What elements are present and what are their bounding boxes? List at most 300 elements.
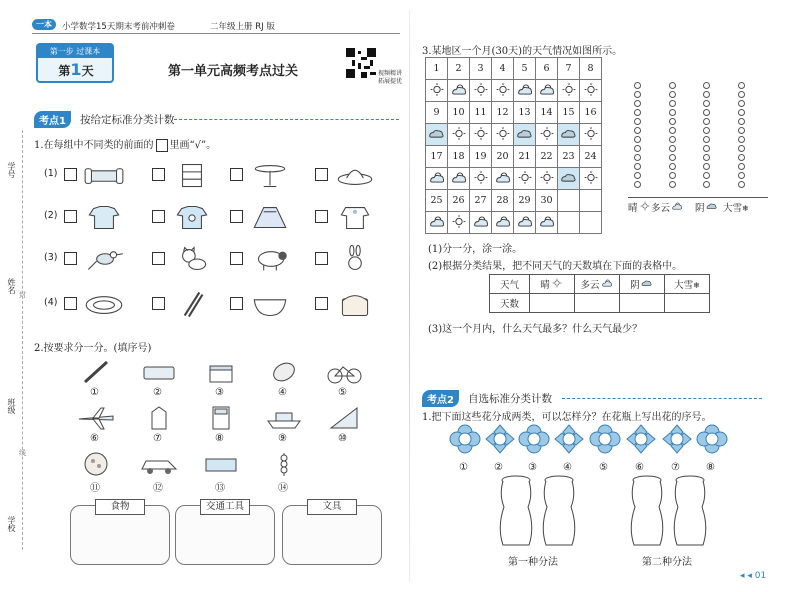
q1-answer-box[interactable] xyxy=(64,168,77,181)
count-input-cell[interactable] xyxy=(530,294,575,313)
category-sign: 交通工具 xyxy=(200,499,250,515)
grade-label: 二年级上册 RJ 版 xyxy=(210,22,275,32)
q1-answer-box[interactable] xyxy=(315,210,328,223)
flower-number: ⑤ xyxy=(599,462,608,473)
calendar-cell xyxy=(580,212,602,234)
eraser-icon xyxy=(200,450,242,478)
q1-row-number: (3) xyxy=(44,252,58,263)
calendar-cell: 18 xyxy=(448,146,470,168)
tally-circle[interactable] xyxy=(669,181,676,188)
header-rule xyxy=(32,33,400,34)
q2-item-number: ⑤ xyxy=(338,387,347,398)
tally-circle[interactable] xyxy=(703,181,710,188)
flower xyxy=(589,424,621,454)
table-header-text: 天气 xyxy=(499,280,519,291)
tally-circle[interactable] xyxy=(669,136,676,143)
calendar-cell xyxy=(492,80,514,102)
sun-weather-icon xyxy=(638,203,652,214)
tally-circle[interactable] xyxy=(669,145,676,152)
calendar-cell xyxy=(514,80,536,102)
tally-circle[interactable] xyxy=(738,154,745,161)
calendar-cell: 8 xyxy=(580,58,602,80)
cloud-weather-icon xyxy=(537,89,557,100)
tally-circle[interactable] xyxy=(738,109,745,116)
calendar-cell xyxy=(426,212,448,234)
sun-weather-icon xyxy=(471,177,491,188)
tally-circle[interactable] xyxy=(669,100,676,107)
calendar-cell: 7 xyxy=(558,58,580,80)
weather-calendar xyxy=(425,57,602,234)
plate-icon xyxy=(82,289,126,319)
q1-answer-box[interactable] xyxy=(230,168,243,181)
qr-caption-line1: 视频精讲 xyxy=(378,70,403,77)
q1-text-b: 里画“√”。 xyxy=(169,140,217,151)
header-bar xyxy=(32,19,402,33)
cat-icon xyxy=(170,244,214,274)
weather-count-table xyxy=(489,274,710,313)
flower xyxy=(625,424,657,454)
ship-icon xyxy=(263,404,305,432)
cloud-weather-icon xyxy=(449,177,469,188)
kd2-badge: 考点2 xyxy=(422,390,459,407)
side-label-line: 线 xyxy=(19,449,26,457)
calendar-cell xyxy=(536,80,558,102)
calendar-cell: 17 xyxy=(426,146,448,168)
sheep-icon xyxy=(248,244,292,274)
tally-circle[interactable] xyxy=(634,145,641,152)
flower-number: ⑦ xyxy=(671,462,680,473)
cloud-weather-icon xyxy=(471,221,491,232)
q1-answer-box[interactable] xyxy=(315,168,328,181)
overcast-weather-icon xyxy=(559,133,579,144)
tally-circle[interactable] xyxy=(703,100,710,107)
kd2-title: 自选标准分类计数 xyxy=(468,393,552,405)
calendar-cell xyxy=(426,80,448,102)
cloud-weather-icon xyxy=(493,177,513,188)
tshirt-rabbit-icon xyxy=(170,202,214,232)
calendar-cell xyxy=(492,124,514,146)
q1-answer-box[interactable] xyxy=(64,297,77,310)
chopsticks-icon xyxy=(170,289,214,319)
step-tag xyxy=(38,45,112,58)
overcast-weather-icon xyxy=(640,280,654,291)
tally-circle[interactable] xyxy=(738,82,745,89)
calendar-cell: 4 xyxy=(492,58,514,80)
tally-circle[interactable] xyxy=(703,154,710,161)
q2-item-number: ⑭ xyxy=(278,483,288,494)
calendar-cell: 6 xyxy=(536,58,558,80)
calendar-row xyxy=(426,146,602,168)
tally-circle[interactable] xyxy=(669,163,676,170)
page-number xyxy=(740,571,766,581)
calendar-cell: 28 xyxy=(492,190,514,212)
kd1-badge: 考点1 xyxy=(34,111,71,128)
cloud-weather-icon xyxy=(427,177,447,188)
calendar-cell xyxy=(558,80,580,102)
q2-item-number: ⑩ xyxy=(338,433,347,444)
cloud-weather-icon xyxy=(427,221,447,232)
table-header-text: 阴 xyxy=(630,280,640,291)
q1-sample-box xyxy=(156,139,168,152)
count-input-cell[interactable] xyxy=(665,294,710,313)
flower-number: ① xyxy=(459,462,468,473)
bird-icon xyxy=(82,244,126,274)
calendar-cell: 1 xyxy=(426,58,448,80)
flower-number: ③ xyxy=(528,462,537,473)
sun-weather-icon xyxy=(493,89,513,100)
calculator-icon xyxy=(200,404,242,432)
q1-answer-box[interactable] xyxy=(315,252,328,265)
tally-circle[interactable] xyxy=(669,91,676,98)
tally-circle[interactable] xyxy=(634,181,641,188)
calendar-cell xyxy=(470,168,492,190)
tally-circle[interactable] xyxy=(669,118,676,125)
tally-circle[interactable] xyxy=(738,172,745,179)
q1-row-number: (2) xyxy=(44,210,58,221)
flower-number: ⑧ xyxy=(706,462,715,473)
calendar-cell: 14 xyxy=(536,102,558,124)
tally-circle[interactable] xyxy=(634,154,641,161)
table-row-label: 天数 xyxy=(490,294,530,313)
q2-item-number: ⑫ xyxy=(153,483,163,494)
side-label-school: 学校 xyxy=(7,516,16,532)
calendar-cell: 25 xyxy=(426,190,448,212)
qr-code[interactable] xyxy=(346,48,376,78)
flower xyxy=(484,424,516,454)
series-logo: 一本 xyxy=(32,19,56,30)
cloud-weather-icon xyxy=(515,221,535,232)
tally-circle[interactable] xyxy=(669,127,676,134)
tally-circle[interactable] xyxy=(634,118,641,125)
vase[interactable] xyxy=(669,475,711,549)
tally-circle[interactable] xyxy=(738,118,745,125)
table-header-text: 大雪 xyxy=(674,280,694,291)
tally-baseline xyxy=(628,197,768,198)
calendar-cell: 23 xyxy=(558,146,580,168)
tally-label-text: 大雪 xyxy=(723,203,743,214)
q3-sub3: (3)这一个月内，什么天气最多？什么天气最少？ xyxy=(428,324,643,335)
q1-prompt xyxy=(34,136,216,152)
q2-item-number: ⑬ xyxy=(215,483,225,494)
calendar-cell: 12 xyxy=(492,102,514,124)
calendar-cell: 19 xyxy=(470,146,492,168)
flower-number: ⑥ xyxy=(635,462,644,473)
calendar-cell xyxy=(558,168,580,190)
flower xyxy=(696,424,728,454)
category-sign: 食物 xyxy=(95,499,145,515)
sun-weather-icon xyxy=(537,177,557,188)
tally-circle[interactable] xyxy=(703,91,710,98)
series-name: 小学数学15天期末考前冲刺卷 xyxy=(62,22,175,32)
snow-icon: ❄ xyxy=(742,204,749,213)
q3-sub1: (1)分一分，涂一涂。 xyxy=(428,244,523,255)
flower xyxy=(553,424,585,454)
vase-label-1: 第一种分法 xyxy=(508,557,558,568)
q2-item-number: ⑪ xyxy=(90,483,100,494)
tally-circle[interactable] xyxy=(634,82,641,89)
tally-circle[interactable] xyxy=(703,145,710,152)
q2-item-number: ⑨ xyxy=(278,433,287,444)
calendar-cell xyxy=(470,212,492,234)
q1-row-number: (1) xyxy=(44,168,58,179)
side-label-name: 姓名 xyxy=(7,278,16,294)
q2-item-number: ⑥ xyxy=(90,433,99,444)
tally-column[interactable] xyxy=(738,82,746,190)
calendar-cell xyxy=(470,80,492,102)
calendar-cell: 15 xyxy=(558,102,580,124)
kd1-heading xyxy=(34,110,402,126)
kd2-heading xyxy=(422,389,772,405)
table-header-cell xyxy=(530,275,575,294)
table-header-cell xyxy=(575,275,620,294)
tally-label xyxy=(651,200,684,214)
calendar-cell xyxy=(536,124,558,146)
tally-column[interactable] xyxy=(703,82,711,190)
tally-circle[interactable] xyxy=(738,127,745,134)
day-suffix: 天 xyxy=(81,64,94,78)
overcast-weather-icon xyxy=(705,203,719,214)
sun-weather-icon xyxy=(449,221,469,232)
calendar-cell xyxy=(448,124,470,146)
page-arrows: ◂ ◂ xyxy=(740,571,755,581)
sun-weather-icon xyxy=(581,89,601,100)
table-header-text: 多云 xyxy=(580,280,600,291)
bicycle-icon xyxy=(323,358,365,386)
tally-circle[interactable] xyxy=(669,109,676,116)
calendar-cell xyxy=(580,80,602,102)
calendar-cell xyxy=(448,80,470,102)
side-label-student-no: 学号 xyxy=(7,162,16,178)
tally-circle[interactable] xyxy=(669,82,676,89)
sun-weather-icon xyxy=(550,280,564,291)
tally-circle[interactable] xyxy=(703,136,710,143)
calendar-cell: 2 xyxy=(448,58,470,80)
day-block xyxy=(36,43,114,83)
calendar-cell xyxy=(514,212,536,234)
tally-circle[interactable] xyxy=(738,100,745,107)
skirt-icon xyxy=(248,202,292,232)
kd1-title: 按给定标准分类计数 xyxy=(80,114,175,126)
calendar-cell: 30 xyxy=(536,190,558,212)
skewer-icon xyxy=(263,450,305,478)
tally-label xyxy=(695,200,719,214)
q2-item-number: ⑦ xyxy=(153,433,162,444)
count-input-cell[interactable] xyxy=(620,294,665,313)
calendar-row xyxy=(426,58,602,80)
flower xyxy=(449,424,481,454)
q2-item-number: ② xyxy=(153,387,162,398)
tally-label-text: 多云 xyxy=(651,203,671,214)
snow-icon: ❄ xyxy=(693,281,700,290)
calendar-cell: 26 xyxy=(448,190,470,212)
cloud-weather-icon xyxy=(493,221,513,232)
step-label: 第一步 xyxy=(49,47,74,56)
q1-answer-box[interactable] xyxy=(64,210,77,223)
vase[interactable] xyxy=(495,475,537,549)
count-input-cell[interactable] xyxy=(575,294,620,313)
table-header-text: 晴 xyxy=(540,280,550,291)
calendar-cell xyxy=(536,168,558,190)
bread-icon xyxy=(333,289,377,319)
tally-circle[interactable] xyxy=(738,163,745,170)
tally-circle[interactable] xyxy=(703,172,710,179)
pencil-case-icon xyxy=(138,358,180,386)
tally-circle[interactable] xyxy=(634,91,641,98)
calendar-cell xyxy=(580,190,602,212)
pencil-icon xyxy=(75,358,117,386)
tally-circle[interactable] xyxy=(634,127,641,134)
calendar-cell xyxy=(492,212,514,234)
calendar-cell: 21 xyxy=(514,146,536,168)
q3-prompt: 3.某地区一个月(30天)的天气情况如图所示。 xyxy=(422,46,623,57)
sun-weather-icon xyxy=(471,89,491,100)
shirt-icon xyxy=(82,202,126,232)
tally-circle[interactable] xyxy=(703,163,710,170)
tally-label xyxy=(628,200,652,214)
flower-number: ④ xyxy=(563,462,572,473)
calendar-cell xyxy=(558,190,580,212)
hat-icon xyxy=(333,160,377,190)
day-title xyxy=(44,60,108,80)
sun-weather-icon xyxy=(559,89,579,100)
tally-circle[interactable] xyxy=(634,109,641,116)
cloud-weather-icon xyxy=(449,89,469,100)
milk-icon xyxy=(138,404,180,432)
tally-circle[interactable] xyxy=(703,109,710,116)
calendar-cell: 22 xyxy=(536,146,558,168)
q1-answer-box[interactable] xyxy=(230,297,243,310)
q2-item-number: ⑧ xyxy=(215,433,224,444)
tally-circle[interactable] xyxy=(669,154,676,161)
calendar-cell xyxy=(448,212,470,234)
tally-circle[interactable] xyxy=(703,82,710,89)
side-label-class: 班级 xyxy=(7,398,16,414)
q1-answer-box[interactable] xyxy=(152,252,165,265)
calendar-row xyxy=(426,80,602,102)
q1-text-a: 1.在每组中不同类的前面的 xyxy=(34,140,154,151)
table-icon xyxy=(248,160,292,190)
vase[interactable] xyxy=(538,475,580,549)
calendar-cell: 16 xyxy=(580,102,602,124)
page-number-text: 01 xyxy=(754,571,767,581)
step-name: 过课本 xyxy=(76,47,101,56)
calendar-row xyxy=(426,212,602,234)
unit-title: 第一单元高频考点过关 xyxy=(168,64,299,79)
q3-sub2: (2)根据分类结果，把不同天气的天数填在下面的表格中。 xyxy=(428,261,683,272)
calendar-cell xyxy=(426,124,448,146)
q2-prompt: 2.按要求分一分。(填序号) xyxy=(34,343,152,354)
tally-circle[interactable] xyxy=(669,172,676,179)
calendar-row xyxy=(426,190,602,212)
binding-line xyxy=(22,130,23,550)
calendar-cell xyxy=(580,124,602,146)
tally-column[interactable] xyxy=(669,82,677,190)
sofa-icon xyxy=(82,160,126,190)
cloud-weather-icon xyxy=(537,221,557,232)
tally-circle[interactable] xyxy=(634,163,641,170)
calendar-cell xyxy=(514,168,536,190)
q2-item-number: ① xyxy=(90,387,99,398)
day-prefix: 第 xyxy=(58,64,71,78)
sun-weather-icon xyxy=(581,177,601,188)
sun-weather-icon xyxy=(515,177,535,188)
qr-caption-line2: 拓展提优 xyxy=(378,78,403,85)
tally-circle[interactable] xyxy=(738,145,745,152)
cloud-weather-icon xyxy=(515,89,535,100)
tally-circle[interactable] xyxy=(738,136,745,143)
tally-circle[interactable] xyxy=(634,136,641,143)
tally-column[interactable] xyxy=(634,82,642,190)
bowl-icon xyxy=(248,289,292,319)
q1-answer-box[interactable] xyxy=(152,168,165,181)
tally-circle[interactable] xyxy=(738,91,745,98)
table-header-cell xyxy=(665,275,710,294)
calendar-row xyxy=(426,168,602,190)
q1-answer-box[interactable] xyxy=(230,210,243,223)
q1-answer-box[interactable] xyxy=(152,297,165,310)
sun-weather-icon xyxy=(427,89,447,100)
vase[interactable] xyxy=(626,475,668,549)
cloud-weather-icon xyxy=(670,203,684,214)
q1-answer-box[interactable] xyxy=(64,252,77,265)
tally-circle[interactable] xyxy=(738,181,745,188)
sun-weather-icon xyxy=(471,133,491,144)
calendar-cell xyxy=(536,212,558,234)
sun-weather-icon xyxy=(449,133,469,144)
day-number: 1 xyxy=(70,60,82,79)
triangle-ruler-icon xyxy=(323,404,365,432)
tally-circle[interactable] xyxy=(634,100,641,107)
flower-number: ② xyxy=(494,462,503,473)
calendar-cell: 24 xyxy=(580,146,602,168)
calendar-cell: 13 xyxy=(514,102,536,124)
flower xyxy=(661,424,693,454)
side-label-seal: 封 xyxy=(19,291,26,299)
calendar-cell xyxy=(426,168,448,190)
table-header-cell xyxy=(620,275,665,294)
calendar-cell: 3 xyxy=(470,58,492,80)
table-header-cell xyxy=(490,275,530,294)
tally-label-text: 晴 xyxy=(628,203,638,214)
tally-label-text: 阴 xyxy=(695,203,705,214)
calendar-cell xyxy=(514,124,536,146)
tally-circle[interactable] xyxy=(703,118,710,125)
calendar-cell: 5 xyxy=(514,58,536,80)
q1-answer-box[interactable] xyxy=(230,252,243,265)
kd1-rule xyxy=(174,119,399,120)
q1-row-number: (4) xyxy=(44,297,58,308)
overcast-weather-icon xyxy=(559,177,579,188)
cabinet-icon xyxy=(170,160,214,190)
q2-item-number: ③ xyxy=(215,387,224,398)
tally-circle[interactable] xyxy=(703,127,710,134)
q1-answer-box[interactable] xyxy=(315,297,328,310)
q4-prompt: 1.把下面这些花分成两类，可以怎样分？在花瓶上写出花的序号。 xyxy=(422,412,712,423)
calendar-cell: 9 xyxy=(426,102,448,124)
airplane-icon xyxy=(75,404,117,432)
sun-weather-icon xyxy=(537,133,557,144)
q1-answer-box[interactable] xyxy=(152,210,165,223)
calendar-cell: 27 xyxy=(470,190,492,212)
category-sign: 文具 xyxy=(307,499,357,515)
calendar-cell xyxy=(580,168,602,190)
calendar-cell xyxy=(448,168,470,190)
flower xyxy=(518,424,550,454)
calendar-cell xyxy=(492,168,514,190)
sweet-potato-icon xyxy=(263,358,305,386)
tally-circle[interactable] xyxy=(634,172,641,179)
cake-icon xyxy=(200,358,242,386)
